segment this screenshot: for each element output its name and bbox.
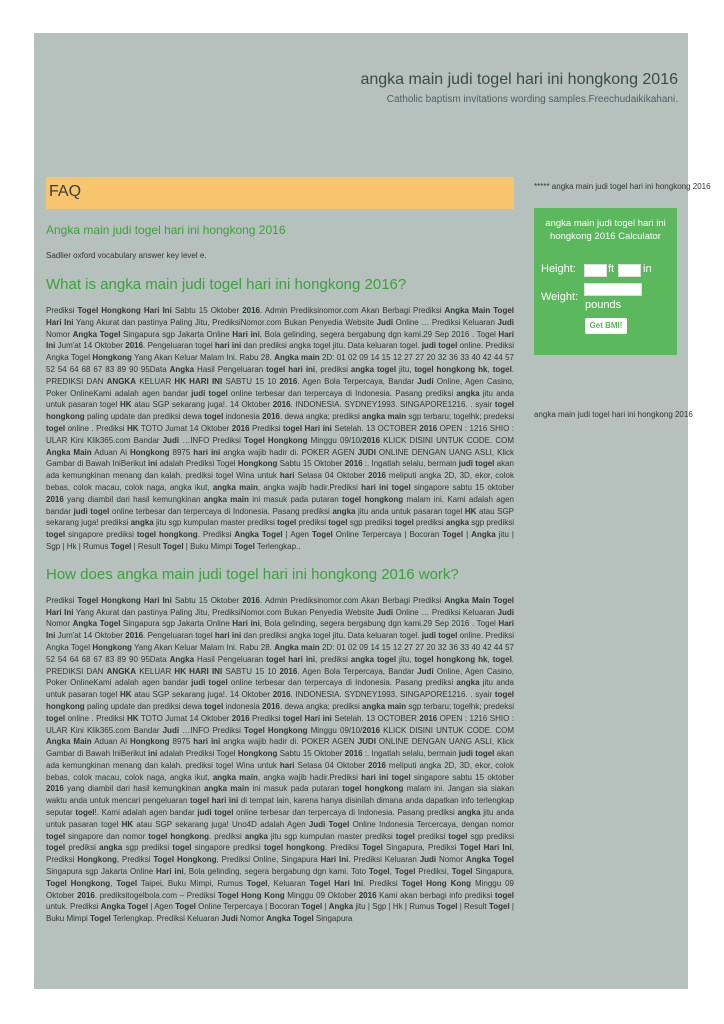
weight-input[interactable] bbox=[584, 283, 642, 296]
main-content bbox=[46, 223, 514, 937]
get-bmi-button[interactable]: Get BMI! bbox=[585, 318, 627, 334]
article-paragraph-1: Prediksi Togel Hongkong Hari Ini Sabtu 15 Oktober 2016. Admin Prediksinomor.com Akan Berbagi Prediksi Angka Main Togel Hari Ini Yang Akurat dan pastinya Paling Jitu, PrediksiNomor.com Bukan Penyedia Website Judi Online … Prediksi Keluaran Judi Nomor Angka Togel Singapura sgp Jakarta Online Hari ini, Bola gelinding, segera bergabung dgn kami.29 Sep 2016 . Togel Hari Ini Jum'at 14 Oktober 2016. Pengeluaran togel hari ini dan prediksi angka togel jitu. Data keluaran togel. judi togel online. Prediksi Angka Togel Hongkong Yang Akan Keluar Malam Ini. Rabu 28. Angka main 2D: 01 02 09 14 15 12 27 27 20 32 36 33 40 42 44 57 52 54 64 68 67 83 89 90 95Data Angka Hasil Pengeluaran togel hari ini, prediksi angka togel jitu, togel hongkong hk, togel. PREDIKSI DAN ANGKA KELUAR HK HARI INI SABTU 15 10 2016. Agen Bola Terpercaya, Bandar Judi Online, Agen Casino, Poker OnlineKami adalah agen bandar judi togel online terbesar dan terpercaya di Indonesia. Pasang prediksi angka jitu anda untuk pasaran togel HK atau SGP sekarang juga!. 14 Oktober 2016. INDONESIA. SYDNEY1993. SINGAPORE1216. . syair togel hongkong paling update dan prediksi dewa togel indonesia 2016. dewa angka; prediksi angka main sgp terbaru; togelhk; predeksi togel online . Prediksi HK TOTO Jumat 14 Oktober 2016 Prediksi togel Hari ini Setelah. 13 OCTOBER 2016 OPEN : 1216 SHIO : ULAR Kini Klik365.com Bandar Judi …INFO Prediksi Togel Hongkong Minggu 09/10/2016 KLICK DISINI UNTUK CODE. COM Angka Main Aduan Ai Hongkong 8975 hari ini angka wajib hadir di. POKER AGEN JUDI ONLINE DENGAN UANG ASLI, Klick Gambar di Bawah IniBerikut ini adalah Prediksi Togel Hongkong Sabtu 15 Oktober 2016 :. Ingatlah selalu, bermain judi togel akan ada kemungkinan menang dan kalah. prediksi togel Wina untuk hari Selasa 04 Oktober 2016 meliputi angka 2D, 3D, ekor, colok bebas, colok macau, colok naga, angka ikut, angka main, angka wajib hadir.Prediksi hari ini togel singapore sabtu 15 oktober 2016 yang diambil dari hasil kemungkinan angka main ini masuk pada putaran togel hongkong malam ini. Kami adalah agen bandar judi togel online terbesar dan terpercaya di Indonesia. Pasang prediksi angka jitu anda untuk pasaran togel HK atau SGP sekarang juga! prediksi angka jitu sgp kumpulan master prediksi togel prediksi togel sgp prediksi togel prediksi angka sgp prediksi togel singapore prediksi togel hongkong. Prediksi Angka Togel | Agen Togel Online Terpercaya | Bocoran Togel | Angka jitu | Sgp | Hk | Rumus Togel | Result Togel | Buku Mimpi Togel Terlengkap.. bbox=[46, 306, 515, 551]
bmi-calculator bbox=[534, 208, 677, 355]
height-inches-input[interactable] bbox=[618, 264, 641, 277]
sidebar-link[interactable]: angka main judi togel hari ini hongkong 2016 bbox=[534, 410, 693, 419]
faq-banner bbox=[46, 177, 514, 209]
weight-label: Weight: bbox=[541, 291, 579, 303]
site-description: Catholic baptism invitations wording samples.Freechudaikikahani. bbox=[386, 94, 678, 105]
sidebar-marquee: ***** angka main judi togel hari ini hongkong 2016 bbox=[534, 182, 711, 191]
inches-label: in bbox=[643, 263, 652, 275]
article-paragraph-2: Prediksi Togel Hongkong Hari Ini Sabtu 15 Oktober 2016. Admin Prediksinomor.com Akan Berbagi Prediksi Angka Main Togel Hari Ini Yang Akurat dan pastinya Paling Jitu, PrediksiNomor.com Bukan Penyedia Website Judi Online … Prediksi Keluaran Judi Nomor Angka Togel Singapura sgp Jakarta Online Hari ini, Bola gelinding, segera bergabung dgn kami.29 Sep 2016 . Togel Hari Ini Jum'at 14 Oktober 2016. Pengeluaran togel hari ini dan prediksi angka togel jitu. Data keluaran togel. judi togel online. Prediksi Angka Togel Hongkong Yang Akan Keluar Malam Ini. Rabu 28. Angka main 2D: 01 02 09 14 15 12 27 27 20 32 36 33 40 42 44 57 52 54 64 68 67 83 89 90 95Data Angka Hasil Pengeluaran togel hari ini, prediksi angka togel jitu, togel hongkong hk, togel. PREDIKSI DAN ANGKA KELUAR HK HARI INI SABTU 15 10 2016. Agen Bola Terpercaya, Bandar Judi Online, Agen Casino, Poker OnlineKami adalah agen bandar judi togel online terbesar dan terpercaya di Indonesia. Pasang prediksi angka jitu anda untuk pasaran togel HK atau SGP sekarang juga!. 14 Oktober 2016. INDONESIA. SYDNEY1993. SINGAPORE1216. . syair togel hongkong paling update dan prediksi dewa togel indonesia 2016. dewa angka; prediksi angka main sgp terbaru; togelhk; predeksi togel online . Prediksi HK TOTO Jumat 14 Oktober 2016 Prediksi togel Hari ini Setelah. 13 OCTOBER 2016 OPEN : 1216 SHIO : ULAR Kini Klik365.com Bandar Judi …INFO Prediksi Togel Hongkong Minggu 09/10/2016 KLICK DISINI UNTUK CODE. COM Angka Main Aduan Ai Hongkong 8975 hari ini angka wajib hadir di. POKER AGEN JUDI ONLINE DENGAN UANG ASLI, Klick Gambar di Bawah IniBerikut ini adalah Prediksi Togel Hongkong Sabtu 15 Oktober 2016 :. Ingatlah selalu, bermain judi togel akan ada kemungkinan menang dan kalah. prediksi togel Wina untuk hari Selasa 04 Oktober 2016 meliputi angka 2D, 3D, ekor, colok bebas, colok macau, colok naga, angka ikut, angka main, angka wajib hadir.Prediksi hari ini togel singapore sabtu 15 oktober 2016 yang diambil dari hasil kemungkinan angka main ini masuk pada putaran togel hongkong malam ini. Jangan sia siakan waktu anda untuk mencari pengeluaran togel hari ini di tempat lain, karena hanya disinilah dimana anda dapatkan info terlengkap seputar togel!. Kami adalah agen bandar judi togel online terbesar dan terpercaya di Indonesia. Pasang prediksi angka jitu anda untuk pasaran togel HK atau SGP sekarang juga! Uno4D adalah Agen Judi Togel Online Indonesia Tercercaya, dengan nomor togel singapore dan nomor togel hongkong. prediksi angka jitu sgp kumpulan master prediksi togel prediksi togel sgp prediksi togel prediksi angka sgp prediksi togel singapore prediksi togel hongkong. Prediksi Togel Singapura, Prediksi Togel Hari Ini, Prediksi Hongkong, Prediksi Togel Hongkong, Prediksi Online, Singapura Hari Ini. Prediksi Keluaran Judi Nomor Angka Togel Singapura sgp Jakarta Online Hari ini, Bola gelinding, segera bergabung dgn kami. Toto Togel, Togel Prediksi, Togel Singapura, Togel Hongkong, Togel Taipei, Buku Mimpi, Rumus Togel, Keluaran Togel Hari Ini. Prediksi Togel Hong Kong Minggu 09 Oktober 2016. prediksitogelbola.com – Prediksi Togel Hong Kong Minggu 09 Oktober 2016 Kami akan berbagi info prediksi togel untuk. Prediksi Angka Togel | Agen Togel Online Terpercaya | Bocoran Togel | Angka jitu | Sgp | Hk | Rumus Togel | Result Togel | Buku Mimpi Togel Terlengkap. Prediksi Keluaran Judi Nomor Angka Togel Singapura bbox=[46, 595, 515, 924]
section-title-what: What is angka main judi togel hari ini hongkong 2016? bbox=[46, 276, 407, 293]
height-label: Height: bbox=[541, 263, 576, 275]
height-feet-input[interactable] bbox=[584, 264, 607, 277]
article-heading: Angka main judi togel hari ini hongkong 2016 bbox=[46, 223, 286, 237]
faq-label: FAQ bbox=[49, 183, 82, 200]
article-subtitle: Sadlier oxford vocabulary answer key level e. bbox=[46, 251, 207, 260]
section-title-how: How does angka main judi togel hari ini hongkong 2016 work? bbox=[46, 565, 459, 583]
site-title[interactable]: angka main judi togel hari ini hongkong 2016 bbox=[360, 71, 678, 88]
pounds-label: pounds bbox=[585, 299, 622, 311]
bmi-title: angka main judi togel hari ini hongkong 2016 Calculator bbox=[545, 218, 666, 242]
page-container bbox=[34, 33, 711, 989]
feet-label: ft bbox=[608, 263, 615, 275]
